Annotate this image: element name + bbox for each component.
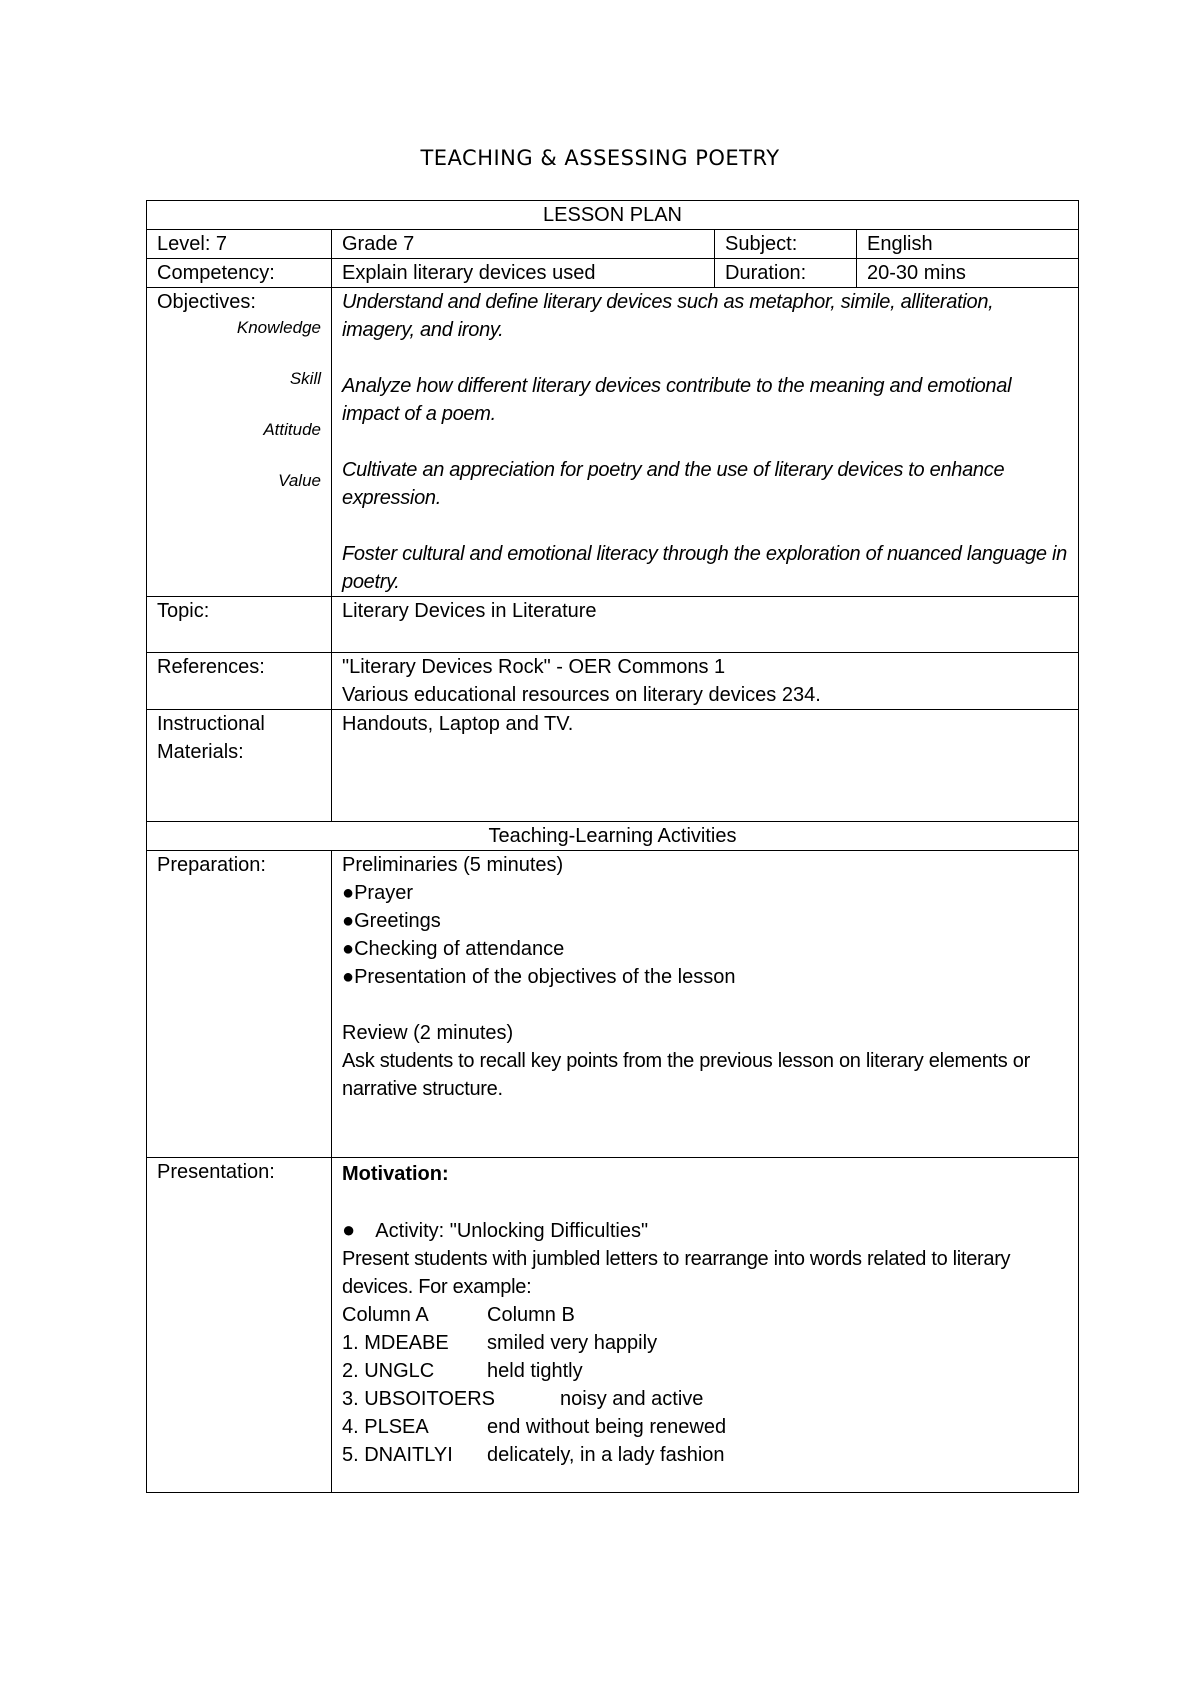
bullet-icon: ● — [342, 1217, 356, 1242]
activities-header-row — [147, 822, 1079, 851]
prelim-item: ●Presentation of the objectives of the lesson — [342, 966, 736, 988]
lesson-plan-table — [146, 200, 1079, 1493]
activity-instructions: Present students with jumbled letters to rearrange into words related to literary devices. For example: — [342, 1248, 1011, 1298]
materials-label-cell — [147, 710, 332, 822]
value-label: Value — [278, 471, 321, 490]
objective-value: Foster cultural and emotional literacy through the exploration of nuanced language in poetry. — [342, 543, 1067, 593]
review-text: Ask students to recall key points from the previous lesson on literary elements or narrative structure. — [342, 1050, 1030, 1100]
objectives-row — [147, 288, 1079, 597]
activities-header: Teaching-Learning Activities — [147, 822, 1079, 851]
preparation-label: Preparation: — [147, 851, 332, 1158]
references-row — [147, 653, 1079, 710]
attitude-label: Attitude — [263, 420, 321, 439]
competency-label: Competency: — [147, 259, 332, 288]
bullet-icon: ● — [342, 882, 355, 904]
level-value: Grade 7 — [332, 230, 715, 259]
lesson-plan-header: LESSON PLAN — [147, 201, 1079, 230]
prelim-item: ●Checking of attendance — [342, 938, 565, 960]
level-label: Level: 7 — [147, 230, 332, 259]
motivation-heading: Motivation: — [342, 1163, 449, 1185]
level-row — [147, 230, 1079, 259]
materials-label-line2: Materials: — [157, 741, 244, 763]
word-row: 1. MDEABE smiled very happily — [342, 1332, 658, 1354]
word-row: 4. PLSEA end without being renewed — [342, 1416, 727, 1438]
reference-1: "Literary Devices Rock" - OER Commons 1 — [342, 656, 726, 678]
objective-knowledge: Understand and define literary devices such as metaphor, simile, alliteration, imagery, and irony. — [342, 291, 994, 341]
prelim-item: ●Prayer — [342, 882, 413, 904]
review-title: Review (2 minutes) — [342, 1022, 514, 1044]
bullet-icon: ● — [342, 938, 355, 960]
word-row: 3. UBSOITOERS noisy and active — [342, 1388, 704, 1410]
references-label: References: — [147, 653, 332, 710]
skill-label: Skill — [289, 369, 321, 388]
header-row — [147, 201, 1079, 230]
competency-value: Explain literary devices used — [332, 259, 715, 288]
competency-row — [147, 259, 1079, 288]
prelim-item: ●Greetings — [342, 910, 441, 932]
presentation-row — [147, 1158, 1079, 1493]
presentation-label: Presentation: — [147, 1158, 332, 1493]
column-b-header: Column B — [487, 1304, 575, 1326]
columns-header — [342, 1301, 1068, 1329]
objective-skill: Analyze how different literary devices contribute to the meaning and emotional impact of a poem. — [342, 375, 1012, 425]
subject-value: English — [857, 230, 1079, 259]
duration-value: 20-30 mins — [857, 259, 1079, 288]
preparation-content — [332, 851, 1079, 1158]
knowledge-label: Knowledge — [236, 318, 321, 337]
bullet-icon: ● — [342, 910, 355, 932]
materials-value: Handouts, Laptop and TV. — [332, 710, 1079, 822]
objectives-label: Objectives: — [157, 291, 256, 313]
presentation-content — [332, 1158, 1079, 1493]
reference-2: Various educational resources on literary devices 234. — [342, 684, 821, 706]
word-row: 2. UNGLC held tightly — [342, 1360, 583, 1382]
activity-line: ● Activity: "Unlocking Difficulties" — [342, 1217, 649, 1242]
references-content — [332, 653, 1079, 710]
word-row: 5. DNAITLYI delicately, in a lady fashion — [342, 1444, 725, 1466]
preliminaries-title: Preliminaries (5 minutes) — [342, 854, 564, 876]
subject-label: Subject: — [715, 230, 857, 259]
objectives-label-cell — [147, 288, 332, 597]
column-a-header: Column A — [342, 1304, 429, 1326]
materials-row — [147, 710, 1079, 822]
topic-label: Topic: — [147, 597, 332, 653]
materials-label-line1: Instructional — [157, 713, 265, 735]
objective-attitude: Cultivate an appreciation for poetry and the use of literary devices to enhance expression. — [342, 459, 1005, 509]
document-title: TEACHING & ASSESSING POETRY — [420, 146, 780, 170]
topic-row — [147, 597, 1079, 653]
duration-label: Duration: — [715, 259, 857, 288]
objectives-content — [332, 288, 1079, 597]
bullet-icon: ● — [342, 966, 355, 988]
preparation-row — [147, 851, 1079, 1158]
topic-value: Literary Devices in Literature — [332, 597, 1079, 653]
